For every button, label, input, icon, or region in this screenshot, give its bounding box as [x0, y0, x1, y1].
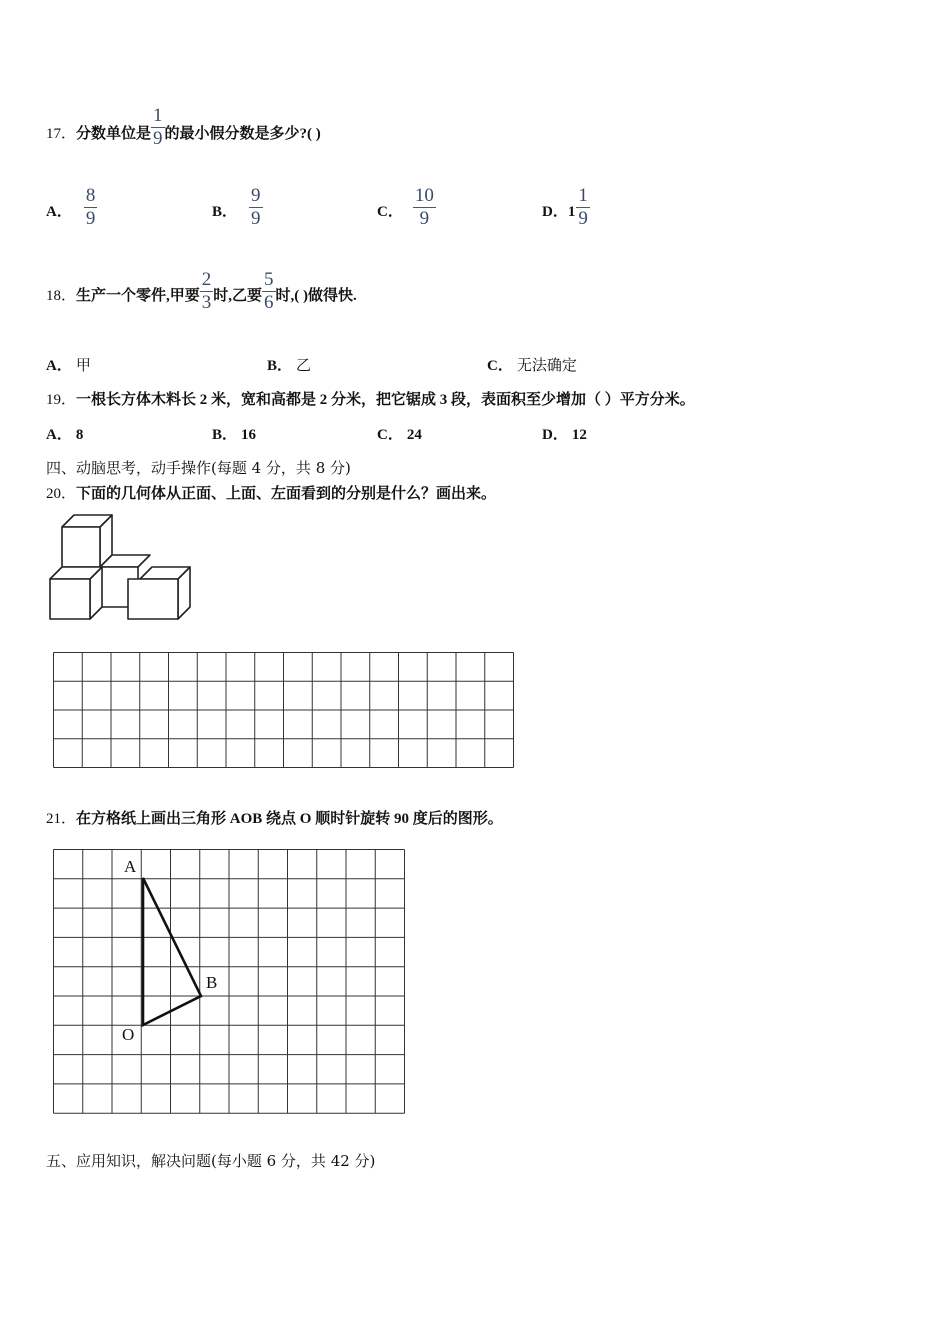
q19-option-c-text: 24 — [406, 427, 422, 443]
q19-option-b-text: 16 — [241, 427, 257, 443]
section-5-heading: 五、应用知识，解决问题(每小题 6 分，共 42 分) — [46, 1152, 376, 1170]
q17-option-a-fraction — [84, 186, 98, 229]
frac-denominator: 6 — [264, 292, 274, 313]
q19-stem — [46, 388, 695, 409]
q18-option-c — [487, 354, 577, 375]
frac-denominator: 9 — [251, 208, 261, 229]
q19-option-c-label: C． — [377, 427, 403, 443]
q19-text: 一根长方体木料长 2 米，宽和高都是 2 分米，把它锯成 3 段，表面积至少增加（ ）平方分米。 — [76, 392, 695, 408]
q20-stem — [46, 482, 496, 503]
frac-numerator: 9 — [251, 185, 261, 206]
frac-numerator: 1 — [578, 185, 588, 206]
label-a: A — [124, 857, 137, 876]
q17-option-c-fraction — [413, 186, 436, 229]
q18-option-a-label: A． — [46, 358, 72, 374]
q18-option-b — [267, 354, 311, 375]
q21-number: 21． — [46, 811, 77, 827]
q18-text-a: 生产一个零件,甲要 — [76, 288, 200, 304]
cube-right-front — [128, 579, 178, 619]
q17-option-d — [542, 186, 590, 229]
q19-number: 19． — [46, 392, 77, 408]
q19-option-b — [212, 423, 256, 444]
q20-drawing-grid[interactable] — [53, 652, 516, 770]
q17-frac-denominator: 9 — [153, 128, 163, 149]
q18-option-b-label: B． — [267, 358, 293, 374]
frac-numerator: 8 — [85, 185, 96, 206]
q19-option-d-label: D． — [542, 427, 568, 443]
q18-text-c: 时,( )做得快. — [275, 288, 357, 304]
q17-option-a-label: A． — [46, 204, 72, 220]
q18-option-c-text: 无法确定 — [516, 356, 577, 374]
q17-frac-numerator: 1 — [153, 105, 163, 126]
cube-top-front — [62, 527, 100, 567]
frac-denominator: 9 — [578, 208, 588, 229]
q17-number: 17． — [46, 126, 77, 142]
q19-option-c — [377, 423, 422, 444]
q17-option-b-fraction — [249, 186, 263, 229]
label-b: B — [206, 973, 218, 992]
frac-numerator: 10 — [414, 185, 434, 206]
frac-denominator: 9 — [85, 208, 96, 229]
q17-option-d-fraction — [576, 186, 590, 229]
q17-option-c-label: C． — [377, 204, 403, 220]
frac-numerator: 5 — [264, 269, 274, 290]
label-o: O — [122, 1025, 135, 1044]
frac-denominator: 3 — [201, 292, 212, 313]
triangle-aob — [143, 878, 201, 1025]
cube-figure — [44, 510, 198, 626]
q18-fraction-2 — [262, 270, 276, 313]
q17-option-b — [212, 186, 263, 229]
q21-stem — [46, 807, 503, 828]
q18-option-b-text: 乙 — [296, 356, 312, 374]
q18-option-a — [46, 354, 91, 375]
q17-text-b: 的最小假分数是多少?( ) — [164, 126, 321, 142]
q17-stem — [46, 105, 321, 149]
q19-option-a — [46, 423, 83, 444]
q18-option-c-label: C． — [487, 358, 513, 374]
q19-option-a-text: 8 — [75, 427, 84, 443]
q18-fraction-1 — [200, 270, 214, 313]
q18-stem — [46, 270, 357, 314]
q17-option-d-label: D．1 — [542, 204, 576, 220]
cube-left-front — [50, 579, 90, 619]
q19-option-d-text: 12 — [571, 427, 587, 443]
q17-text-a: 分数单位是 — [76, 126, 152, 142]
q19-option-d — [542, 423, 587, 444]
section-4-heading: 四、动脑思考，动手操作(每题 4 分，共 8 分) — [46, 459, 351, 477]
q17-option-a — [46, 186, 97, 229]
frac-numerator: 2 — [201, 269, 212, 290]
q18-option-a-text: 甲 — [75, 356, 91, 374]
q18-text-b: 时,乙要 — [213, 288, 263, 304]
q21-rotation-grid[interactable] — [50, 846, 412, 1116]
q17-fraction — [151, 106, 165, 149]
q20-text: 下面的几何体从正面、上面、左面看到的分别是什么？画出来。 — [76, 486, 497, 502]
frac-denominator: 9 — [419, 208, 430, 229]
q21-text: 在方格纸上画出三角形 AOB 绕点 O 顺时针旋转 90 度后的图形。 — [76, 811, 503, 827]
q19-option-a-label: A． — [46, 427, 72, 443]
q17-option-b-label: B． — [212, 204, 238, 220]
q20-number: 20． — [46, 486, 77, 502]
q17-option-c — [377, 186, 436, 229]
q19-option-b-label: B． — [212, 427, 238, 443]
q18-number: 18． — [46, 288, 77, 304]
